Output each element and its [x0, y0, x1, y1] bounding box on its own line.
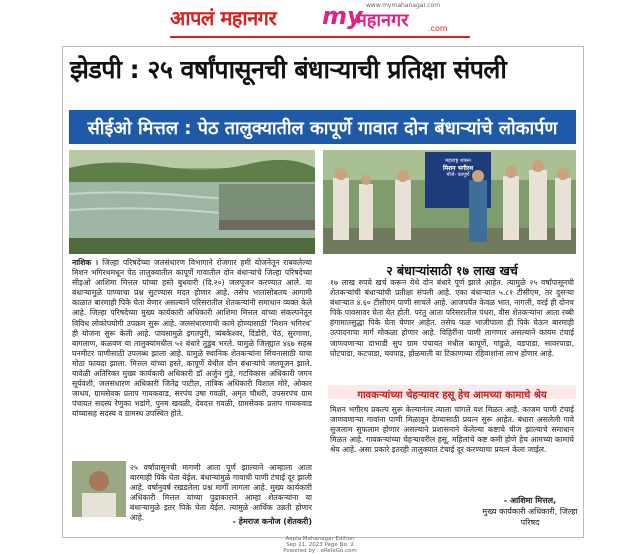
- footer-edition: Aapla Mahanagar Edition: [285, 536, 355, 542]
- cost-subheading: २ बंधाऱ्यांसाठी १७ लाख खर्च: [386, 263, 518, 278]
- footer-powered: Powered by : eReleGo.com: [283, 547, 357, 554]
- ceo-title: मुख्य कार्यकारी अधिकारी, जिल्हा परिषद: [482, 507, 578, 527]
- headline: झेडपी : २५ वर्षांपासूनची बंधाऱ्याची प्रतिक्षा संपली: [70, 55, 507, 84]
- edition-footer: [0, 537, 640, 554]
- photo-banner-line1: महाराष्ट्र शासन: [445, 158, 471, 164]
- masthead-rule: [170, 36, 470, 38]
- subhead: सीईओ मित्तल : पेठ तालुक्यातील कापूर्णे गावात दोन बंधाऱ्यांचे लोकार्पण: [87, 118, 558, 139]
- ceo-name: - आशिमा मित्तल,: [503, 496, 557, 505]
- article-body-left: [72, 258, 312, 420]
- article-body-left-text: जिल्हा परिषदेच्या जलसंधारण विभागाने रोजगार हमी योजनेतून राबवलेल्या मिशन भगिरथमधून पेठ तालुक्यातील कापूर्णे गावातील दोन बंधाऱ्यांचे जिल्हा परिषदेच्या सीइओ आशिमा मित्तल यांच्या हस्ते बुधवारी (दि.२०) जलपूजन करण्यात आले. या बंधाऱ्यामुळे पाण्याचा प्रश्न सुटण्यास मदत होणार आहे. तसेच भातासोबतच आगामी काळात बारमाही पिके घेता येणार असल्याने परिसरातील शेतकऱ्यांनी समाधान व्यक्त केले आहे. जिल्हा परिषदेच्या मुख्य कार्यकारी अधिकारी आशिमा मित्तल यांच्या संकल्पनेतून विविध लोकोपयोगी उपक्रम सुरू आहे. जलसंधारणाची कामे होण्यासाठी 'मिशन भगिरथ' ही योजना सुरू केली आहे. पावसामुळे इगतपुरी, त्र्यंबकेश्वर, दिंडोरी, पेठ, सुरगाणा, बागलाण, कळवण या तालुक्यांमधील ५२ बंधारे तुडुंब भरले. यामुळे जिल्ह्यात ४६७ सहस्र घनमीटर पाणीसाठी उपलब्ध झाला आहे. यामुळे स्थानिक शेतकऱ्यांना सिंचनासाठी याचा मोठा फायदा झाला. मित्तल यांच्या हस्ते, कापूर्णे येथील दोन बंधाऱ्यांचे जलपूजन झाले. यावेळी अतिरिक्त मुख्य कार्यकारी अधिकारी डॉ अर्जुन गुंडे, गटविकास अधिकारी जगन सूर्यवंशी, जलसंधारण अधिकारी जितेंद्र पाटील, तांत्रिक अधिकारी विशाल मोरे, ओकार जाधव, ग्रामसेवक प्रताप गायकवाड, सरपंच उषा गवळी, अमृत चौधरी, उपसरपंच ग्राम पंचायत सदस्य रेणुका भडांगे, पुनम खवळी, देवदत्त गवळी, ग्रामसेवक प्रताप गायकवाड यांच्यासह सदस्य व ग्रामस्थ उपस्थित होते.: [72, 258, 312, 419]
- dam-photo: [69, 150, 315, 254]
- masthead-com: .com: [428, 24, 448, 33]
- farmer-byline: - हेमराज कनोज (शेतकरी): [232, 517, 312, 526]
- masthead: [170, 2, 470, 36]
- dateline: नाशिक ।: [72, 258, 103, 267]
- ceo-signature: [475, 495, 585, 528]
- article-body-right: १७ लाख रुपये खर्च करून येथे दोन बंधारे पूर्ण झाले आहेत. त्यामुळे २५ वर्षांपासूनची शेतकऱ्यांची बंधाऱ्यांची प्रतीक्षा संपली आहे. एका बंधाऱ्यात ५.८१ टीसीएम, तर दुसऱ्या बंधाऱ्यात ४.६० टीसीएम पाणी साचले आहे. आजपर्यंत केवळ भात, नागली, वरई ही दोनच पिके पावसावर घेता येत होती. परंतु आता परिसरातील पंधरा, वीस शेतकऱ्यांना आता रब्बी हंगामातसुद्धा पिके घेता येणार आहेत. तसेच फळ भाजीपाला ही पिके घेऊन बारमाही उत्पादनाचा मार्ग मोकळा होणार आहे. विहिरींना पाणी लागणार असल्याने कायम टंचाई जाणवणाऱ्या दाभाडी सुप ग्राम पंचायत मधील कापूर्णे, गांडुळे, वडपाडा, सावरपाडा, घोटपाडा, कटपाडा, चवपाड, होळमाती या टिकाणच्या रहिवाशांना लाभ होणार आहे.: [330, 278, 574, 358]
- masthead-url: www.mymahanagar.com: [366, 2, 441, 9]
- farmer-quote: २५ वर्षांपासूनची मागणी आता पूर्ण झाल्याने आम्हाला आता बारमाही पिके घेता येईल. बंधाऱ्यांमुळे गावाची पाणी टंचाई दूर झाली आहे. वर्षानुवर्ष रखडलेला प्रश्न मार्गी लागला आहे. मुख्य कार्यकारी अधिकारी मित्तल यांच्या पुढाकाराने आम्हा शेतकऱ्यांना या बंधाऱ्यामुळे इतर पिके घेता येईल. त्यामुळे आर्थिक उन्नती होणार आहे.: [130, 463, 312, 523]
- dam-photo-illustration: [69, 150, 315, 254]
- photo-banner-line2: मिशन भगीरथ: [442, 165, 474, 172]
- farmer-photo: [72, 461, 126, 517]
- ceo-quote: मिशन भगीरथ प्रकल्प सुरू केल्यानंतर त्याला चांगले यश मिळत आहे. काजम पाणी टंचाई जाणवणाऱ्या गावांना पाणी मिळावून देण्यासाठी प्रयत्न सुरू आहेत. बंधारा असलेली गावे सुजलाम सुफलाम होणार असल्याने प्रशासनाने केलेल्या कष्टाचे चीज झाल्याचे समाधान मिळत आहे. गावकऱ्यांच्या चेहऱ्यावरील हसू, महिलांचे कष्ट कमी होणे हेच आमच्या कामाचे श्रेय आहे. असा प्रकारे इतरही तालुक्यात टंचाई दूर करण्याचा प्रयत्न केला जाईल.: [330, 405, 574, 455]
- masthead-left: आपलं महानगर: [170, 6, 277, 30]
- credit-box-title: गावकऱ्यांच्या चेहऱ्यावर हसू हेच आमच्या कामाचे श्रेय: [357, 390, 547, 401]
- footer-date: Sep 21, 2023 Page No. 2: [286, 541, 354, 548]
- masthead-my: my: [322, 2, 363, 30]
- inauguration-photo: [323, 150, 576, 254]
- photo-banner-line3: मौजे- कापूर्णे: [446, 172, 470, 178]
- farmer-photo-illustration: [72, 461, 126, 517]
- masthead-right: महानगर: [356, 10, 409, 31]
